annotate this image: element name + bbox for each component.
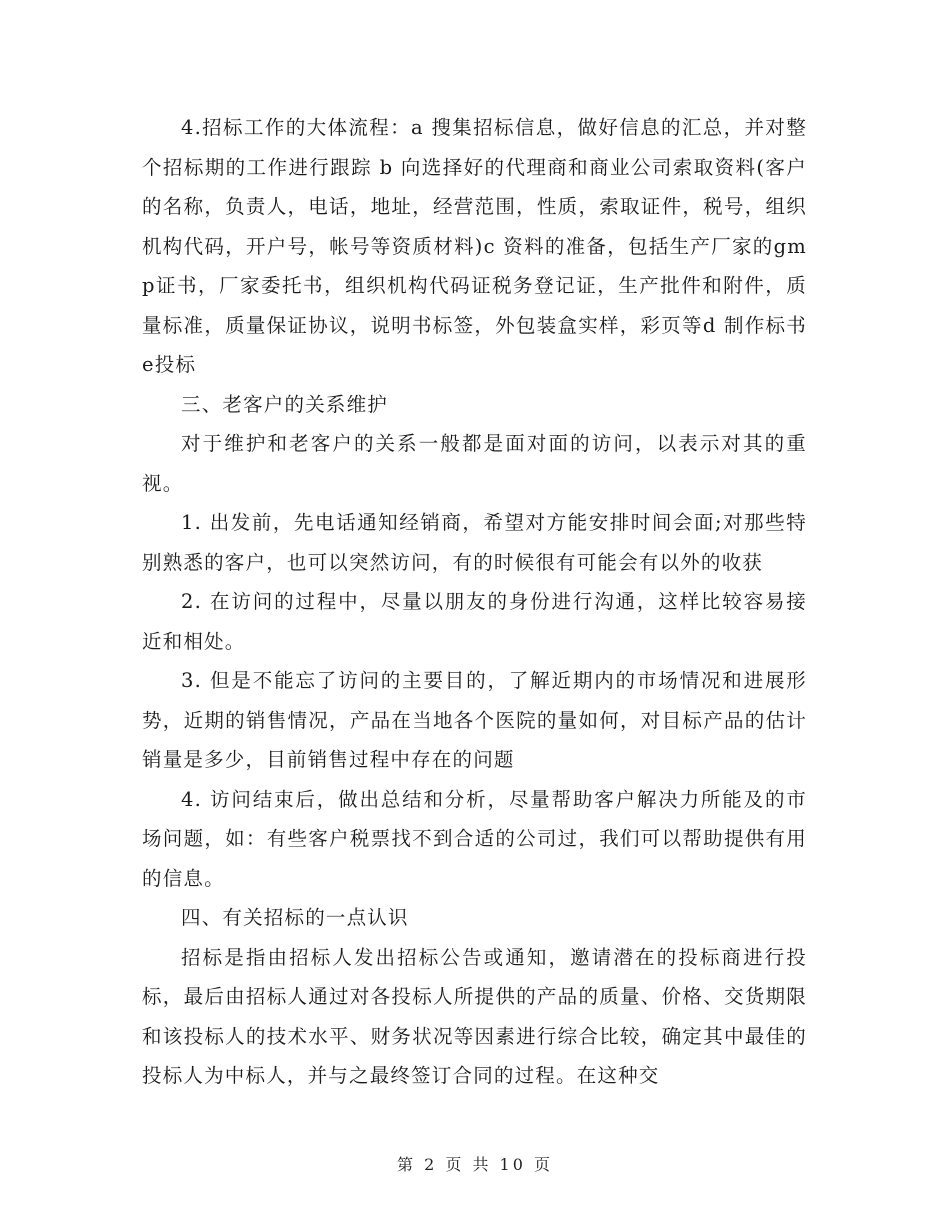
- paragraph-item-3: 3. 但是不能忘了访问的主要目的，了解近期内的市场情况和进展形势，近期的销售情况，产品在当地各个医院的量如何，对目标产品的估计销量是多少，目前销售过程中存在的问题: [142, 669, 807, 771]
- paragraph-item-1: 1. 出发前，先电话通知经销商，希望对方能安排时间会面;对那些特别熟悉的客户，也可以突然访问，有的时候很有可能会有以外的收获: [142, 511, 807, 574]
- document-body: [142, 108, 807, 1096]
- paragraph-item-2: 2. 在访问的过程中，尽量以朋友的身份进行沟通，这样比较容易接近和相处。: [142, 590, 807, 653]
- section-heading-bidding-understanding: 四、有关招标的一点认识: [181, 906, 409, 929]
- paragraph-bidding-definition: 招标是指由招标人发出招标公告或通知，邀请潜在的投标商进行投标，最后由招标人通过对各投标人所提供的产品的质量、价格、交货期限和该投标人的技术水平、财务状况等因素进行综合比较，确定其中最佳的投标人为中标人，并与之最终签订合同的过程。在这种交: [142, 945, 807, 1087]
- page-number-footer: 第 2 页 共 10 页: [397, 1155, 553, 1174]
- paragraph-maintenance-intro: 对于维护和老客户的关系一般都是面对面的访问，以表示对其的重视。: [142, 432, 807, 495]
- paragraph-item-4: 4. 访问结束后，做出总结和分析，尽量帮助客户解决力所能及的市场问题，如：有些客户税票找不到合适的公司过，我们可以帮助提供有用的信息。: [142, 787, 807, 890]
- section-heading-old-customer-maintenance: 三、老客户的关系维护: [181, 392, 389, 416]
- paragraph-bidding-process: 4.招标工作的大体流程：a 搜集招标信息，做好信息的汇总，并对整个招标期的工作进行跟踪 b 向选择好的代理商和商业公司索取资料(客户的名称，负责人，电话，地址，经营范围，性质，索取证件，税号，组织机构代码，开户号，帐号等资质材料)c 资料的准备，包括生产厂家的gmp证书，厂家委托书，组织机构代码证税务登记证，生产批件和附件，质量标准，质量保证协议，说明书标签，外包装盒实样，彩页等d 制作标书e投标: [142, 116, 807, 376]
